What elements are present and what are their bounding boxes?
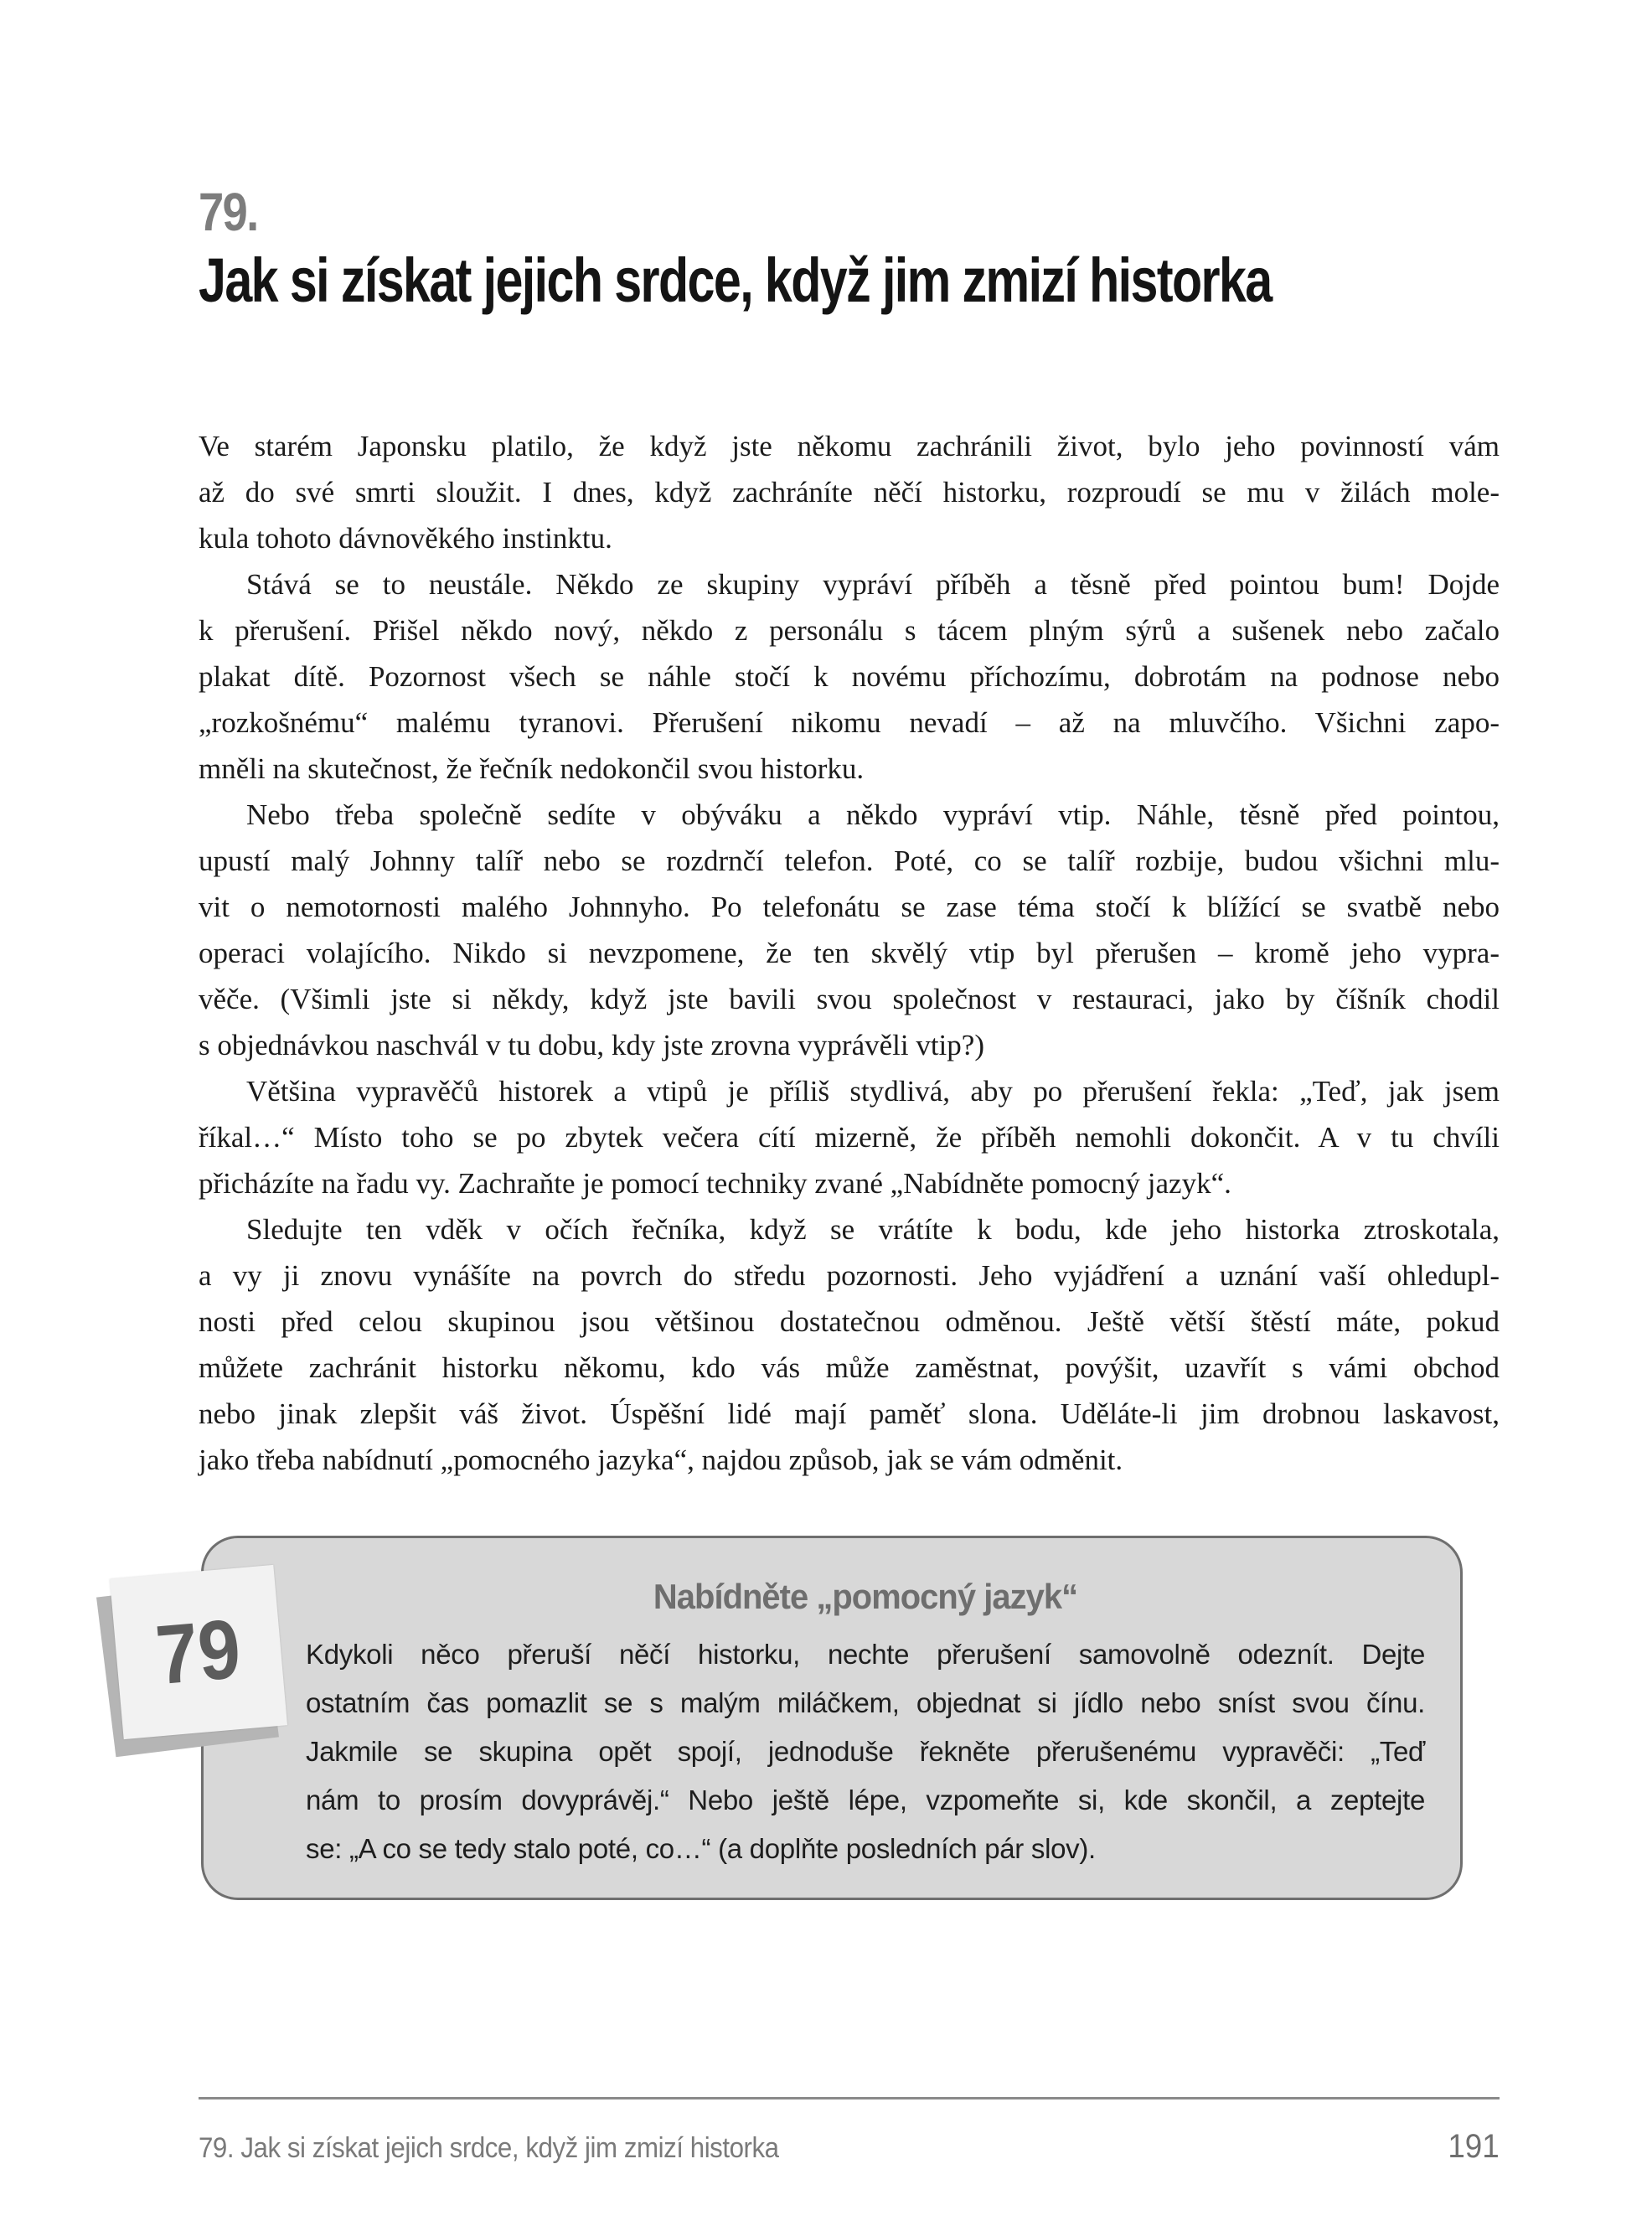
tip-box	[201, 1536, 1463, 1900]
text-line: můžete zachránit historku někomu, kdo vás může zaměstnat, povýšit, uzavřít s vámi obchod	[199, 1351, 1500, 1384]
text-line: věče. (Všimli jste si někdy, když jste bavili svou společnost v restauraci, jako by číšník chodil	[199, 983, 1500, 1015]
paragraph	[199, 561, 1500, 792]
footer-chapter-reference: 79. Jak si získat jejich srdce, když jim zmizí historka	[199, 2132, 779, 2164]
text-line: mněli na skutečnost, že řečník nedokončil svou historku.	[199, 752, 865, 785]
footer-divider	[199, 2097, 1500, 2099]
text-line: ostatním čas pomazlit se s malým miláčkem, objednat si jídlo nebo sníst svou čínu.	[306, 1687, 1425, 1718]
text-line: nosti před celou skupinou jsou většinou dostatečnou odměnou. Ještě větší štěstí máte, pokud	[199, 1305, 1500, 1338]
chapter-number: 79.	[199, 182, 258, 242]
text-line: a vy ji znovu vynášíte na povrch do středu pozornosti. Jeho vyjádření a uznání vaší ohledupl-	[199, 1259, 1500, 1292]
text-line: nebo jinak zlepšit váš život. Úspěšní lidé mají paměť slona. Uděláte-li jim drobnou laskavost,	[199, 1397, 1500, 1430]
text-line: se: „A co se tedy stalo poté, co…“ (a doplňte posledních pár slov).	[306, 1833, 1096, 1864]
text-line: vit o nemotornosti malého Johnnyho. Po telefonátu se zase téma stočí k blížící se svatbě nebo	[199, 891, 1500, 923]
tip-badge	[110, 1565, 287, 1739]
text-line: „rozkošnému“ malému tyranovi. Přerušení nikomu nevadí – až na mluvčího. Všichni zapo-	[199, 706, 1500, 739]
tip-box-body	[306, 1630, 1425, 1873]
text-line: upustí malý Johnny talíř nebo se rozdrnčí telefon. Poté, co se talíř rozbije, budou všichni mlu-	[199, 844, 1500, 877]
tip-badge-number: 79	[152, 1601, 245, 1702]
text-line: nám to prosím dovyprávěj.“ Nebo ještě lépe, vzpomeňte si, kde skončil, a zeptejte	[306, 1784, 1425, 1815]
text-line: přicházíte na řadu vy. Zachraňte je pomocí techniky zvané „Nabídněte pomocný jazyk“.	[199, 1167, 1231, 1200]
paragraph	[199, 1206, 1500, 1483]
text-line: kula tohoto dávnověkého instinktu.	[199, 522, 612, 555]
body-text	[199, 423, 1500, 1483]
text-line: s objednávkou naschvál v tu dobu, kdy jste zrovna vyprávěli vtip?)	[199, 1029, 984, 1061]
text-line: Jakmile se skupina opět spojí, jednoduše řekněte přerušenému vypravěči: „Teď	[306, 1736, 1425, 1767]
footer-page-number: 191	[1448, 2128, 1500, 2165]
text-line: říkal…“ Místo toho se po zbytek večera cítí mizerně, že příběh nemohli dokončit. A v tu chvíli	[199, 1121, 1500, 1154]
tip-box-heading: Nabídněte „pomocný jazyk“	[653, 1577, 1078, 1616]
paragraph	[199, 792, 1500, 1068]
text-line: plakat dítě. Pozornost všech se náhle stočí k novému příchozímu, dobrotám na podnose nebo	[199, 660, 1500, 693]
text-line: Nebo třeba společně sedíte v obýváku a někdo vypráví vtip. Náhle, těsně před pointou,	[246, 798, 1500, 831]
text-line: Většina vypravěčů historek a vtipů je příliš stydlivá, aby po přerušení řekla: „Teď, jak jsem	[246, 1075, 1500, 1108]
text-line: Kdykoli něco přeruší něčí historku, nechte přerušení samovolně odeznít. Dejte	[306, 1639, 1425, 1670]
text-line: Sledujte ten vděk v očích řečníka, když se vrátíte k bodu, kde jeho historka ztroskotala,	[246, 1213, 1500, 1246]
text-line: jako třeba nabídnutí „pomocného jazyka“, najdou způsob, jak se vám odměnit.	[199, 1444, 1123, 1476]
paragraph	[199, 1068, 1500, 1206]
text-line: Stává se to neustále. Někdo ze skupiny vypráví příběh a těsně před pointou bum! Dojde	[246, 568, 1500, 601]
text-line: Ve starém Japonsku platilo, že když jste někomu zachránili život, bylo jeho povinností vám	[199, 430, 1500, 462]
footer	[199, 2128, 1500, 2166]
text-line: až do své smrti sloužit. I dnes, když zachráníte něčí historku, rozproudí se mu v žilách mole-	[199, 476, 1500, 509]
chapter-title: Jak si získat jejich srdce, když jim zmizí historka	[199, 245, 1272, 315]
text-line: operaci volajícího. Nikdo si nevzpomene, že ten skvělý vtip byl přerušen – kromě jeho vypra-	[199, 937, 1500, 969]
text-line: k přerušení. Přišel někdo nový, někdo z personálu s tácem plným sýrů a sušenek nebo začalo	[199, 614, 1500, 647]
paragraph	[199, 423, 1500, 561]
